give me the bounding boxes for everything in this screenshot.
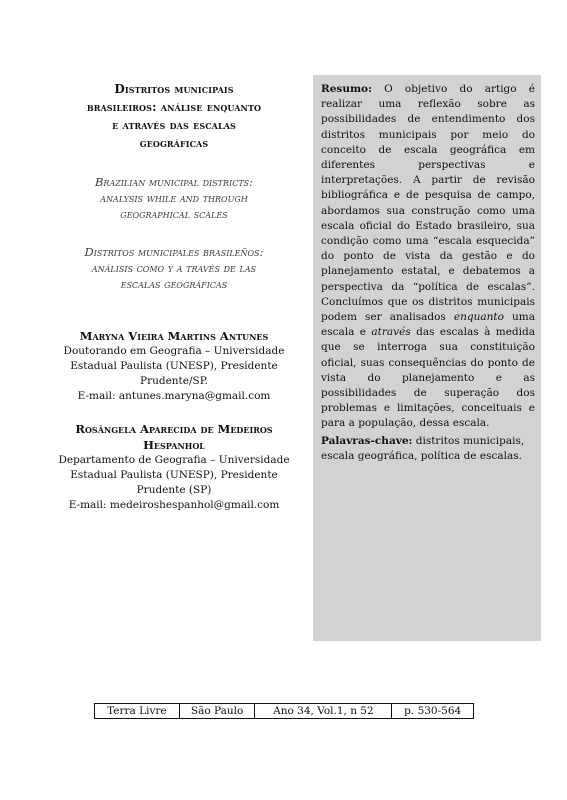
title-es-line: escalas geográficas [120, 277, 228, 291]
author-name [58, 421, 290, 453]
author-name: Maryna Vieira Martins Antunes [79, 329, 269, 343]
footer-journal: Terra Livre [95, 704, 180, 719]
footer-issue: Ano 34, Vol.1, n 52 [255, 704, 392, 719]
footer-city: São Paulo [179, 704, 255, 719]
article-title-es [58, 244, 290, 292]
front-matter [58, 80, 290, 513]
author-affiliation: Prudente/SP. [140, 375, 208, 387]
author-block-2 [58, 421, 290, 513]
title-en-line: geographical scales [120, 207, 228, 221]
abstract-text: O objetivo do artigo é realizar uma reflexão sobre as possibilidades de entendimento dos distritos municipais por meio do conceito de escala geográfica em diferentes perspectivas e interpretações. A partir de revisão bibliográfica e de pesquisa de campo, abordamos sua construção como uma escala oficial do Estado brasileiro, sua condição como uma “escala esquecida” do ponto de vista da gestão e do planejamento estatal, e debatemos a perspectiva da “política de escalas”. Concluímos que os distritos municipais podem ser analisados [321, 83, 535, 324]
article-title-pt [58, 80, 290, 152]
abstract-emphasis: através [371, 326, 411, 339]
author-affiliation: Estadual Paulista (UNESP), Presidente [70, 469, 278, 481]
author-name-line: Rosângela Aparecida de Medeiros [75, 422, 273, 436]
author-affiliation: Estadual Paulista (UNESP), Presidente [70, 360, 278, 372]
abstract-text: das escalas à medida que se interroga sua constituição oficial, suas consequências do ponto de vista do planejamento e as possibilidades de superação dos problemas e limitações, conceituais e para a população, dessa escala. [321, 326, 535, 430]
author-affiliation: Prudente (SP) [136, 484, 212, 496]
title-es-line: Distritos municipales brasileños: [84, 245, 264, 259]
author-affiliation: Departamento de Geografia – Universidade [58, 454, 290, 466]
author-affiliation: Doutorando em Geografia – Universidade [63, 345, 285, 357]
abstract-label: Resumo: [321, 83, 372, 95]
title-pt-line: Distritos municipais [114, 82, 234, 96]
abstract-text: uma escala e [321, 311, 535, 339]
title-en-line: analysis while and through [100, 191, 248, 205]
abstract-emphasis: enquanto [453, 311, 504, 324]
footer-row [95, 704, 474, 719]
keywords-text: distritos municipais, escala geográfica, política de escalas. [321, 435, 525, 463]
title-pt-line: e através das escalas [112, 118, 236, 132]
title-pt-line: brasileiros: análise enquanto [86, 100, 262, 114]
abstract [321, 82, 535, 432]
title-es-line: análisis como y a través de las [91, 261, 257, 275]
journal-footer [94, 703, 474, 719]
author-email: E-mail: medeiroshespanhol@gmail.com [68, 499, 280, 511]
author-name-line: Hespanhol [143, 438, 205, 452]
article-title-en [58, 174, 290, 222]
keywords [321, 434, 535, 464]
keywords-label: Palavras-chave: [321, 435, 413, 447]
author-block-1 [58, 328, 290, 404]
title-pt-line: geográficas [139, 136, 209, 150]
footer-pages: p. 530-564 [392, 704, 474, 719]
title-en-line: Brazilian municipal districts: [94, 175, 254, 189]
author-email: E-mail: antunes.maryna@gmail.com [77, 390, 271, 402]
